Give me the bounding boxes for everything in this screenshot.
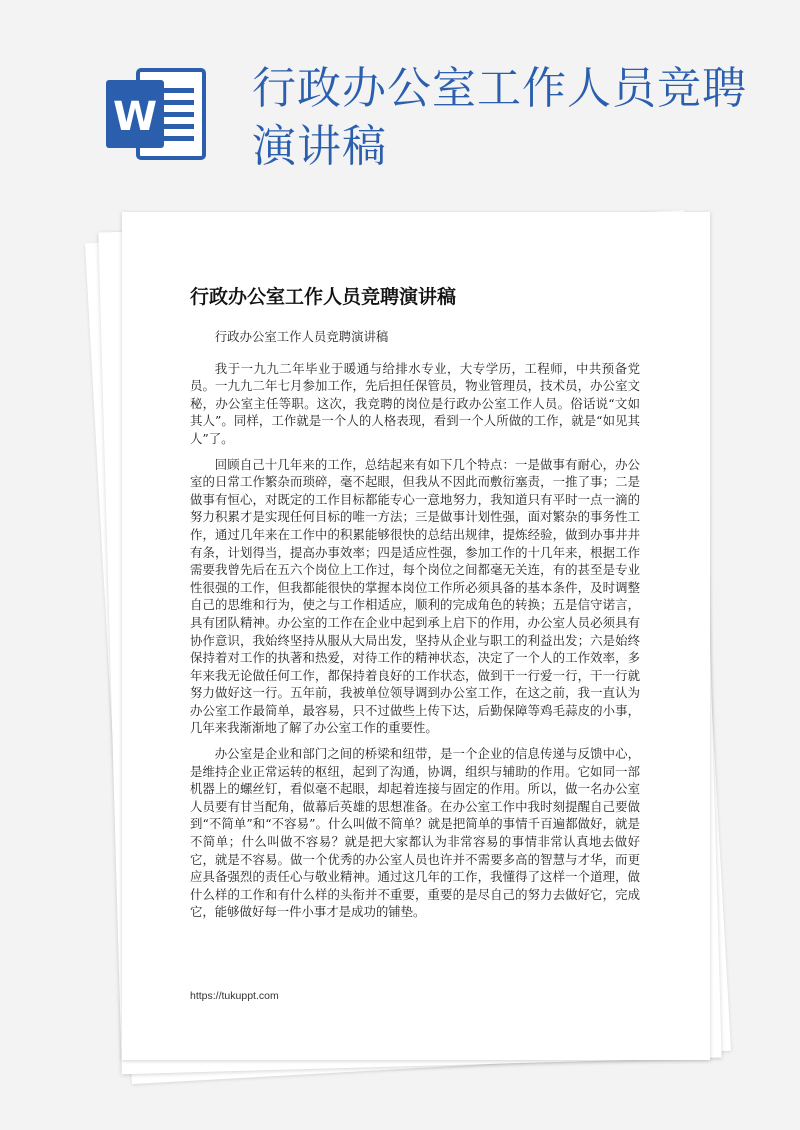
page-title: 行政办公室工作人员竞聘演讲稿 (252, 63, 747, 172)
svg-text:W: W (112, 94, 158, 140)
paragraph: 我于一九九二年毕业于暖通与给排水专业，大专学历，工程师，中共预备党员。一九九二年七月参加工作，先后担任保管员，物业管理员，技术员，办公室文秘，办公室主任等职。这次，我竞聘的岗位是行政办公室工作人员。俗话说“文如其人”。同样，工作就是一个人的人格表现，看到一个人所做的工作，就是“如见其人”了。 (190, 360, 640, 446)
word-document-icon (96, 64, 216, 164)
paragraph: 办公室是企业和部门之间的桥梁和纽带，是一个企业的信息传递与反馈中心，是维持企业正常运转的枢纽，起到了沟通，协调，组织与辅助的作用。它如同一部机器上的螺丝钉，看似毫不起眼，却起着连接与固定的作用。所以，做一名办公室人员要有甘当配角，做幕后英雄的思想准备。在办公室工作中我时刻提醒自己要做到“不简单”和“不容易”。什么叫做不简单？就是把简单的事情千百遍都做好，就是不简单；什么叫做不容易？就是把大家都认为非常容易的事情非常认真地去做好它，就是不容易。做一个优秀的办公室人员也许并不需要多高的智慧与才华，而更应具备强烈的责任心与敬业精神。通过这几年的工作，我懂得了这样一个道理，做什么样的工作和有什么样的头衔并不重要，重要的是尽自己的努力去做好它，完成它，能够做好每一件小事才是成功的铺垫。 (190, 746, 640, 920)
paragraph: 回顾自己十几年来的工作，总结起来有如下几个特点：一是做事有耐心，办公室的日常工作繁杂而琐碎，毫不起眼，但我从不因此而敷衍塞责，一推了事；二是做事有恒心，对既定的工作目标都能专心一意地努力，我知道只有平时一点一滴的努力积累才是实现任何目标的唯一方法；三是做事计划性强，面对繁杂的事务性工作，通过几年来在工作中的积累能够很快的总结出规律，提炼经验，做到办事井井有条，计划得当，提高办事效率；四是适应性强，参加工作的十几年来，根据工作需要我曾先后在五六个岗位上工作过，每个岗位之间都毫无关连，有的甚至是专业性很强的工作，但我都能很快的掌握本岗位工作所必须具备的基本条件，及时调整自己的思维和行为，使之与工作相适应，顺利的完成角色的转换；五是信守诺言，具有团队精神。办公室的工作在企业中起到承上启下的作用，办公室人员必须具有协作意识，我始终坚持从服从大局出发，坚持从企业与职工的利益出发；六是始终保持着对工作的执著和热爱，对待工作的精神状态，决定了一个人的工作效率，多年来我无论做任何工作，都保持着良好的工作状态，做到干一行爱一行，干一行就努力做好这一行。五年前，我被单位领导调到办公室工作，在这之前，我一直认为办公室工作最简单，最容易，只不过做些上传下达，后勤保障等鸡毛蒜皮的小事，几年来我渐渐地了解了办公室工作的重要性。 (190, 456, 640, 736)
document-page (122, 212, 710, 1060)
footer-url: https://tukuppt.com (190, 990, 279, 1002)
document-body (190, 328, 640, 929)
document-title: 行政办公室工作人员竞聘演讲稿 (190, 286, 457, 308)
document-subtitle: 行政办公室工作人员竞聘演讲稿 (214, 329, 389, 344)
